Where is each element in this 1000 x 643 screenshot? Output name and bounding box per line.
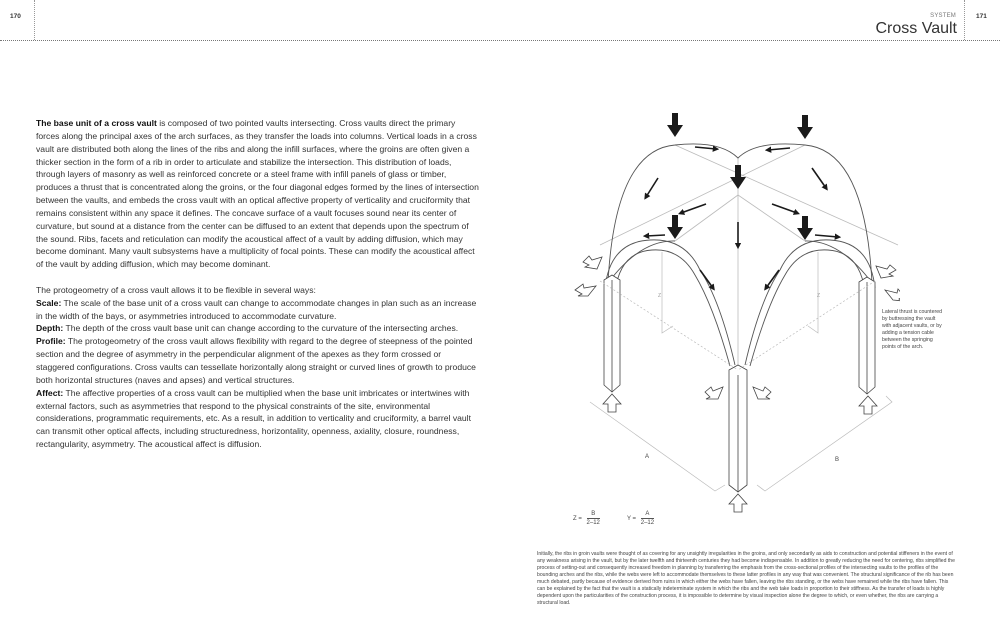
flex-intro: The protogeometry of a cross vault allows it to be flexible in several ways: xyxy=(36,284,316,295)
formula-y-numerator: A xyxy=(641,510,654,519)
item-depth xyxy=(36,322,481,335)
formula-z-lhs: Z = xyxy=(573,516,582,523)
left-vertical-divider xyxy=(34,0,35,40)
formula-y-fraction xyxy=(641,510,654,527)
page-title: Cross Vault xyxy=(875,20,957,37)
item-text: The affective properties of a cross vault can be multiplied when the base unit imbricates or intertwines with external factors, such as asymmetries that respond to the physical constraints of the site, environmental considerations, programmatic requirements, etc. As a result, in addition to verticality and cruciformity, a barrel vault can transmit other optical affects, including structuredness, horizontality, openness, axiality, closure, roundness, rectangularity, asymmetry. The acoustical affect is diffusion. xyxy=(36,387,471,450)
item-term: Affect: xyxy=(36,387,64,398)
intro-paragraph xyxy=(36,117,481,271)
formula-y-denominator: 2–12 xyxy=(640,520,655,526)
item-term: Profile: xyxy=(36,336,66,347)
item-text: The protogeometry of the cross vault allows flexibility with regard to the degree of steepness of the pointed section and the degree of asymmetry in the perpendicular alignment of the apexes as they form crossed or staggered configurations. Cross vaults can tessellate horizontally along straight or curved lines of growth to produce both horizontal structures (naves and apses) and vertical structures. xyxy=(36,336,476,385)
item-text: The depth of the cross vault base unit can change according to the curvature of the intersecting arches. xyxy=(63,323,459,334)
formula-z-numerator: B xyxy=(587,510,600,519)
dimension-label-b: B xyxy=(835,457,840,463)
item-profile xyxy=(36,335,481,386)
formula-z-fraction xyxy=(587,510,600,527)
lateral-thrust-caption: Lateral thrust is countered by buttressing the vault with adjacent vaults, or by adding a tension cable between the springing points of the arch. xyxy=(882,309,942,350)
item-term: Scale: xyxy=(36,297,62,308)
body-text xyxy=(36,117,481,451)
right-vertical-divider xyxy=(964,0,965,40)
intro-bold: The base unit of a cross vault xyxy=(36,118,157,128)
dimension-label-z-left: Z xyxy=(658,293,662,299)
item-affect xyxy=(36,387,481,451)
formula-z xyxy=(573,510,600,527)
groin-lines xyxy=(600,145,898,372)
cross-vault-diagram xyxy=(560,100,900,530)
left-page-number: 170 xyxy=(10,13,21,20)
item-text: The scale of the base unit of a cross vault can change to accommodate changes in plan such as an increase in the width of the bays, or asymmetries introduced to accommodate curvature. xyxy=(36,297,477,321)
header-divider xyxy=(0,40,1000,41)
load-arrows xyxy=(667,113,813,240)
formula-z-denominator: 2–12 xyxy=(586,520,600,526)
dimension-label-z-right: Z xyxy=(817,293,821,299)
item-term: Depth: xyxy=(36,323,64,334)
item-scale xyxy=(36,297,481,323)
dimension-label-a: A xyxy=(645,454,650,460)
right-page-number: 171 xyxy=(976,13,987,20)
formula-y-lhs: Y = xyxy=(627,516,637,523)
footnote: Initially, the ribs in groin vaults were thought of as covering for any unsightly irregularities in the groins, and only secondarily as aids to construction and potential stiffeners in the event of any weakness arising in the vault, but by the later twelfth and thirteenth centuries they had become indispensable. In addition to greatly reducing the need for centering, ribs simplified the process of setting-out and consequently increased freedom in planning by transferring the emphasis from the cross-sectional profiles of the intersecting vaults to the profiles of the bounding arches and the ribs, while the webs were left to accommodate themselves to these latter profiles in any way that was convenient. The structural significance of the rib has been much debated, partly because of evidence derived from ruins in which either the webs have fallen, leaving the ribs standing, or the webs have remained while the ribs have fallen. This can be explained by the fact that the vault is a statically indeterminate system in which the ribs and the web take loads in proportion to their stiffness. As the transfer of loads is highly dependent upon the particularities of the construction process, it is impossible to determine by visual inspection alone the degree to which, or even whether, the ribs are carrying a structural load. xyxy=(537,551,955,606)
formula-y xyxy=(627,510,654,527)
intro-text: is composed of two pointed vaults intersecting. Cross vaults direct the primary forces along the principal axes of the arch surfaces, as they transfer the loads into columns. Vertical loads in a cross vault are distributed both along the lines of the ribs and along the infill surfaces, where the groins are often given a thicker section in the form of a rib in order to articulate and stabilize the intersection. This distribution of loads, through layers of masonry as well as reinforced concrete or a steel frame with infill panels of glass or timber, produces a thrust that is concentrated along the groins, or the four diagonal edges formed by the lines of intersection between the vaults, and embeds the cross vault with an optical affective property of verticality and cruciformity that remains consistent within any space it defines. The concave surface of a vault focuses sound near its center of curvature, but sound at a distance from the center can be diffused to an extent that depends upon the spectrum of the sound. Ribs, facets and reticulation can modify the acoustical affect of a vault by adding diffusion, which may become dominant. Many vault subsystems have a multiplicity of focal points. These can modify the acoustical affect of the vault by adding diffusion, which may become dominant. xyxy=(36,118,479,270)
section-label: SYSTEM xyxy=(930,13,956,19)
